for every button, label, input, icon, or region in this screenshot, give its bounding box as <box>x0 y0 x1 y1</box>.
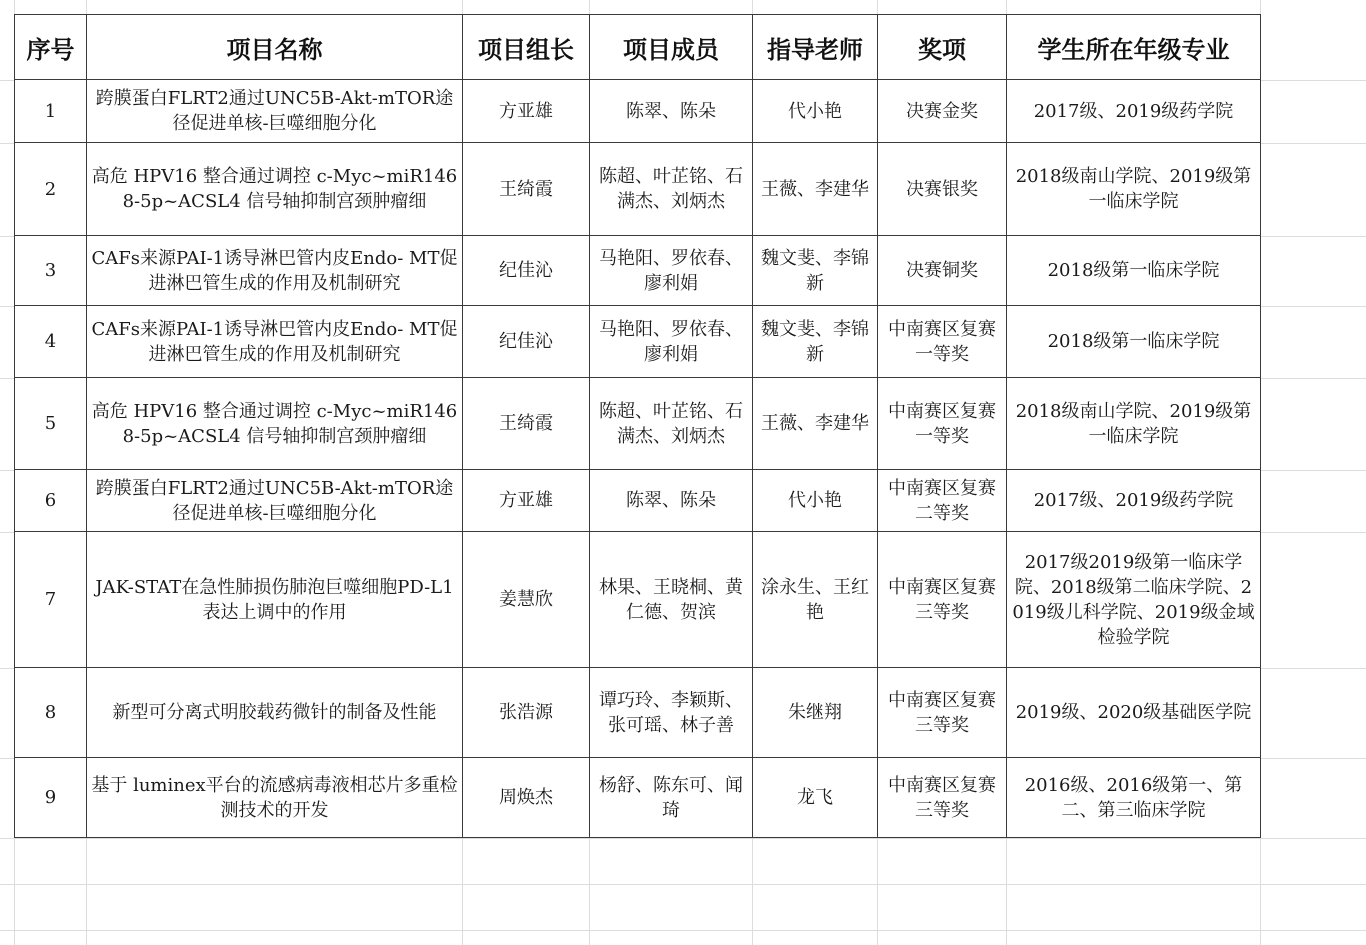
cell-award[interactable]: 中南赛区复赛一等奖 <box>878 378 1007 470</box>
cell-members[interactable]: 杨舒、陈东可、闻琦 <box>590 758 753 838</box>
cell-members[interactable]: 陈超、叶芷铭、石满杰、刘炳杰 <box>590 378 753 470</box>
header-seq[interactable]: 序号 <box>15 15 87 80</box>
awards-table <box>14 14 1261 838</box>
cell-leader[interactable]: 周焕杰 <box>463 758 590 838</box>
cell-seq[interactable]: 3 <box>15 236 87 306</box>
table-row <box>15 758 1261 838</box>
cell-seq[interactable]: 6 <box>15 470 87 532</box>
table-row <box>15 378 1261 470</box>
cell-advisor[interactable]: 魏文斐、李锦新 <box>753 306 878 378</box>
cell-project-name[interactable]: 基于 luminex平台的流感病毒液相芯片多重检测技术的开发 <box>87 758 463 838</box>
cell-grade-major[interactable]: 2017级、2019级药学院 <box>1007 80 1261 143</box>
table-row <box>15 143 1261 236</box>
cell-award[interactable]: 中南赛区复赛二等奖 <box>878 470 1007 532</box>
cell-seq[interactable]: 7 <box>15 532 87 668</box>
cell-award[interactable]: 决赛铜奖 <box>878 236 1007 306</box>
cell-leader[interactable]: 纪佳沁 <box>463 306 590 378</box>
cell-grade-major[interactable]: 2019级、2020级基础医学院 <box>1007 668 1261 758</box>
header-grade-major[interactable]: 学生所在年级专业 <box>1007 15 1261 80</box>
cell-grade-major[interactable]: 2017级2019级第一临床学院、2018级第二临床学院、2019级儿科学院、2019级金域检验学院 <box>1007 532 1261 668</box>
cell-members[interactable]: 林果、王晓桐、黄仁德、贺滨 <box>590 532 753 668</box>
cell-award[interactable]: 中南赛区复赛一等奖 <box>878 306 1007 378</box>
cell-project-name[interactable]: JAK-STAT在急性肺损伤肺泡巨噬细胞PD-L1表达上调中的作用 <box>87 532 463 668</box>
cell-project-name[interactable]: 高危 HPV16 整合通过调控 c-Myc~miR1468-5p~ACSL4 信号轴抑制宫颈肿瘤细 <box>87 143 463 236</box>
cell-seq[interactable]: 9 <box>15 758 87 838</box>
cell-grade-major[interactable]: 2018级第一临床学院 <box>1007 306 1261 378</box>
header-advisor[interactable]: 指导老师 <box>753 15 878 80</box>
cell-award[interactable]: 决赛银奖 <box>878 143 1007 236</box>
cell-seq[interactable]: 1 <box>15 80 87 143</box>
cell-advisor[interactable]: 王薇、李建华 <box>753 378 878 470</box>
cell-seq[interactable]: 8 <box>15 668 87 758</box>
cell-members[interactable]: 陈超、叶芷铭、石满杰、刘炳杰 <box>590 143 753 236</box>
cell-members[interactable]: 陈翠、陈朵 <box>590 80 753 143</box>
cell-advisor[interactable]: 魏文斐、李锦新 <box>753 236 878 306</box>
cell-grade-major[interactable]: 2016级、2016级第一、第二、第三临床学院 <box>1007 758 1261 838</box>
cell-project-name[interactable]: CAFs来源PAI-1诱导淋巴管内皮Endo- MT促进淋巴管生成的作用及机制研究 <box>87 306 463 378</box>
cell-advisor[interactable]: 龙飞 <box>753 758 878 838</box>
cell-project-name[interactable]: 新型可分离式明胶载药微针的制备及性能 <box>87 668 463 758</box>
cell-members[interactable]: 马艳阳、罗依春、廖利娟 <box>590 236 753 306</box>
table-row <box>15 470 1261 532</box>
header-row <box>15 15 1261 80</box>
cell-advisor[interactable]: 王薇、李建华 <box>753 143 878 236</box>
cell-leader[interactable]: 方亚雄 <box>463 80 590 143</box>
table-row <box>15 80 1261 143</box>
cell-advisor[interactable]: 代小艳 <box>753 470 878 532</box>
cell-leader[interactable]: 王绮霞 <box>463 143 590 236</box>
cell-grade-major[interactable]: 2017级、2019级药学院 <box>1007 470 1261 532</box>
cell-leader[interactable]: 张浩源 <box>463 668 590 758</box>
cell-members[interactable]: 陈翠、陈朵 <box>590 470 753 532</box>
table-row <box>15 668 1261 758</box>
cell-grade-major[interactable]: 2018级第一临床学院 <box>1007 236 1261 306</box>
cell-award[interactable]: 决赛金奖 <box>878 80 1007 143</box>
cell-advisor[interactable]: 朱继翔 <box>753 668 878 758</box>
header-members[interactable]: 项目成员 <box>590 15 753 80</box>
cell-project-name[interactable]: 跨膜蛋白FLRT2通过UNC5B-Akt-mTOR途径促进单核-巨噬细胞分化 <box>87 80 463 143</box>
cell-members[interactable]: 谭巧玲、李颖斯、张可瑶、林子善 <box>590 668 753 758</box>
header-project-name[interactable]: 项目名称 <box>87 15 463 80</box>
cell-project-name[interactable]: 高危 HPV16 整合通过调控 c-Myc~miR1468-5p~ACSL4 信号轴抑制宫颈肿瘤细 <box>87 378 463 470</box>
header-award[interactable]: 奖项 <box>878 15 1007 80</box>
cell-project-name[interactable]: CAFs来源PAI-1诱导淋巴管内皮Endo- MT促进淋巴管生成的作用及机制研究 <box>87 236 463 306</box>
cell-leader[interactable]: 纪佳沁 <box>463 236 590 306</box>
table-row <box>15 306 1261 378</box>
header-leader[interactable]: 项目组长 <box>463 15 590 80</box>
cell-seq[interactable]: 2 <box>15 143 87 236</box>
cell-award[interactable]: 中南赛区复赛三等奖 <box>878 532 1007 668</box>
cell-seq[interactable]: 5 <box>15 378 87 470</box>
cell-grade-major[interactable]: 2018级南山学院、2019级第一临床学院 <box>1007 378 1261 470</box>
cell-members[interactable]: 马艳阳、罗依春、廖利娟 <box>590 306 753 378</box>
cell-grade-major[interactable]: 2018级南山学院、2019级第一临床学院 <box>1007 143 1261 236</box>
table-row <box>15 532 1261 668</box>
table-row <box>15 236 1261 306</box>
cell-advisor[interactable]: 代小艳 <box>753 80 878 143</box>
cell-advisor[interactable]: 涂永生、王红艳 <box>753 532 878 668</box>
cell-seq[interactable]: 4 <box>15 306 87 378</box>
cell-leader[interactable]: 姜慧欣 <box>463 532 590 668</box>
cell-leader[interactable]: 王绮霞 <box>463 378 590 470</box>
cell-leader[interactable]: 方亚雄 <box>463 470 590 532</box>
cell-award[interactable]: 中南赛区复赛三等奖 <box>878 668 1007 758</box>
cell-project-name[interactable]: 跨膜蛋白FLRT2通过UNC5B-Akt-mTOR途径促进单核-巨噬细胞分化 <box>87 470 463 532</box>
cell-award[interactable]: 中南赛区复赛三等奖 <box>878 758 1007 838</box>
